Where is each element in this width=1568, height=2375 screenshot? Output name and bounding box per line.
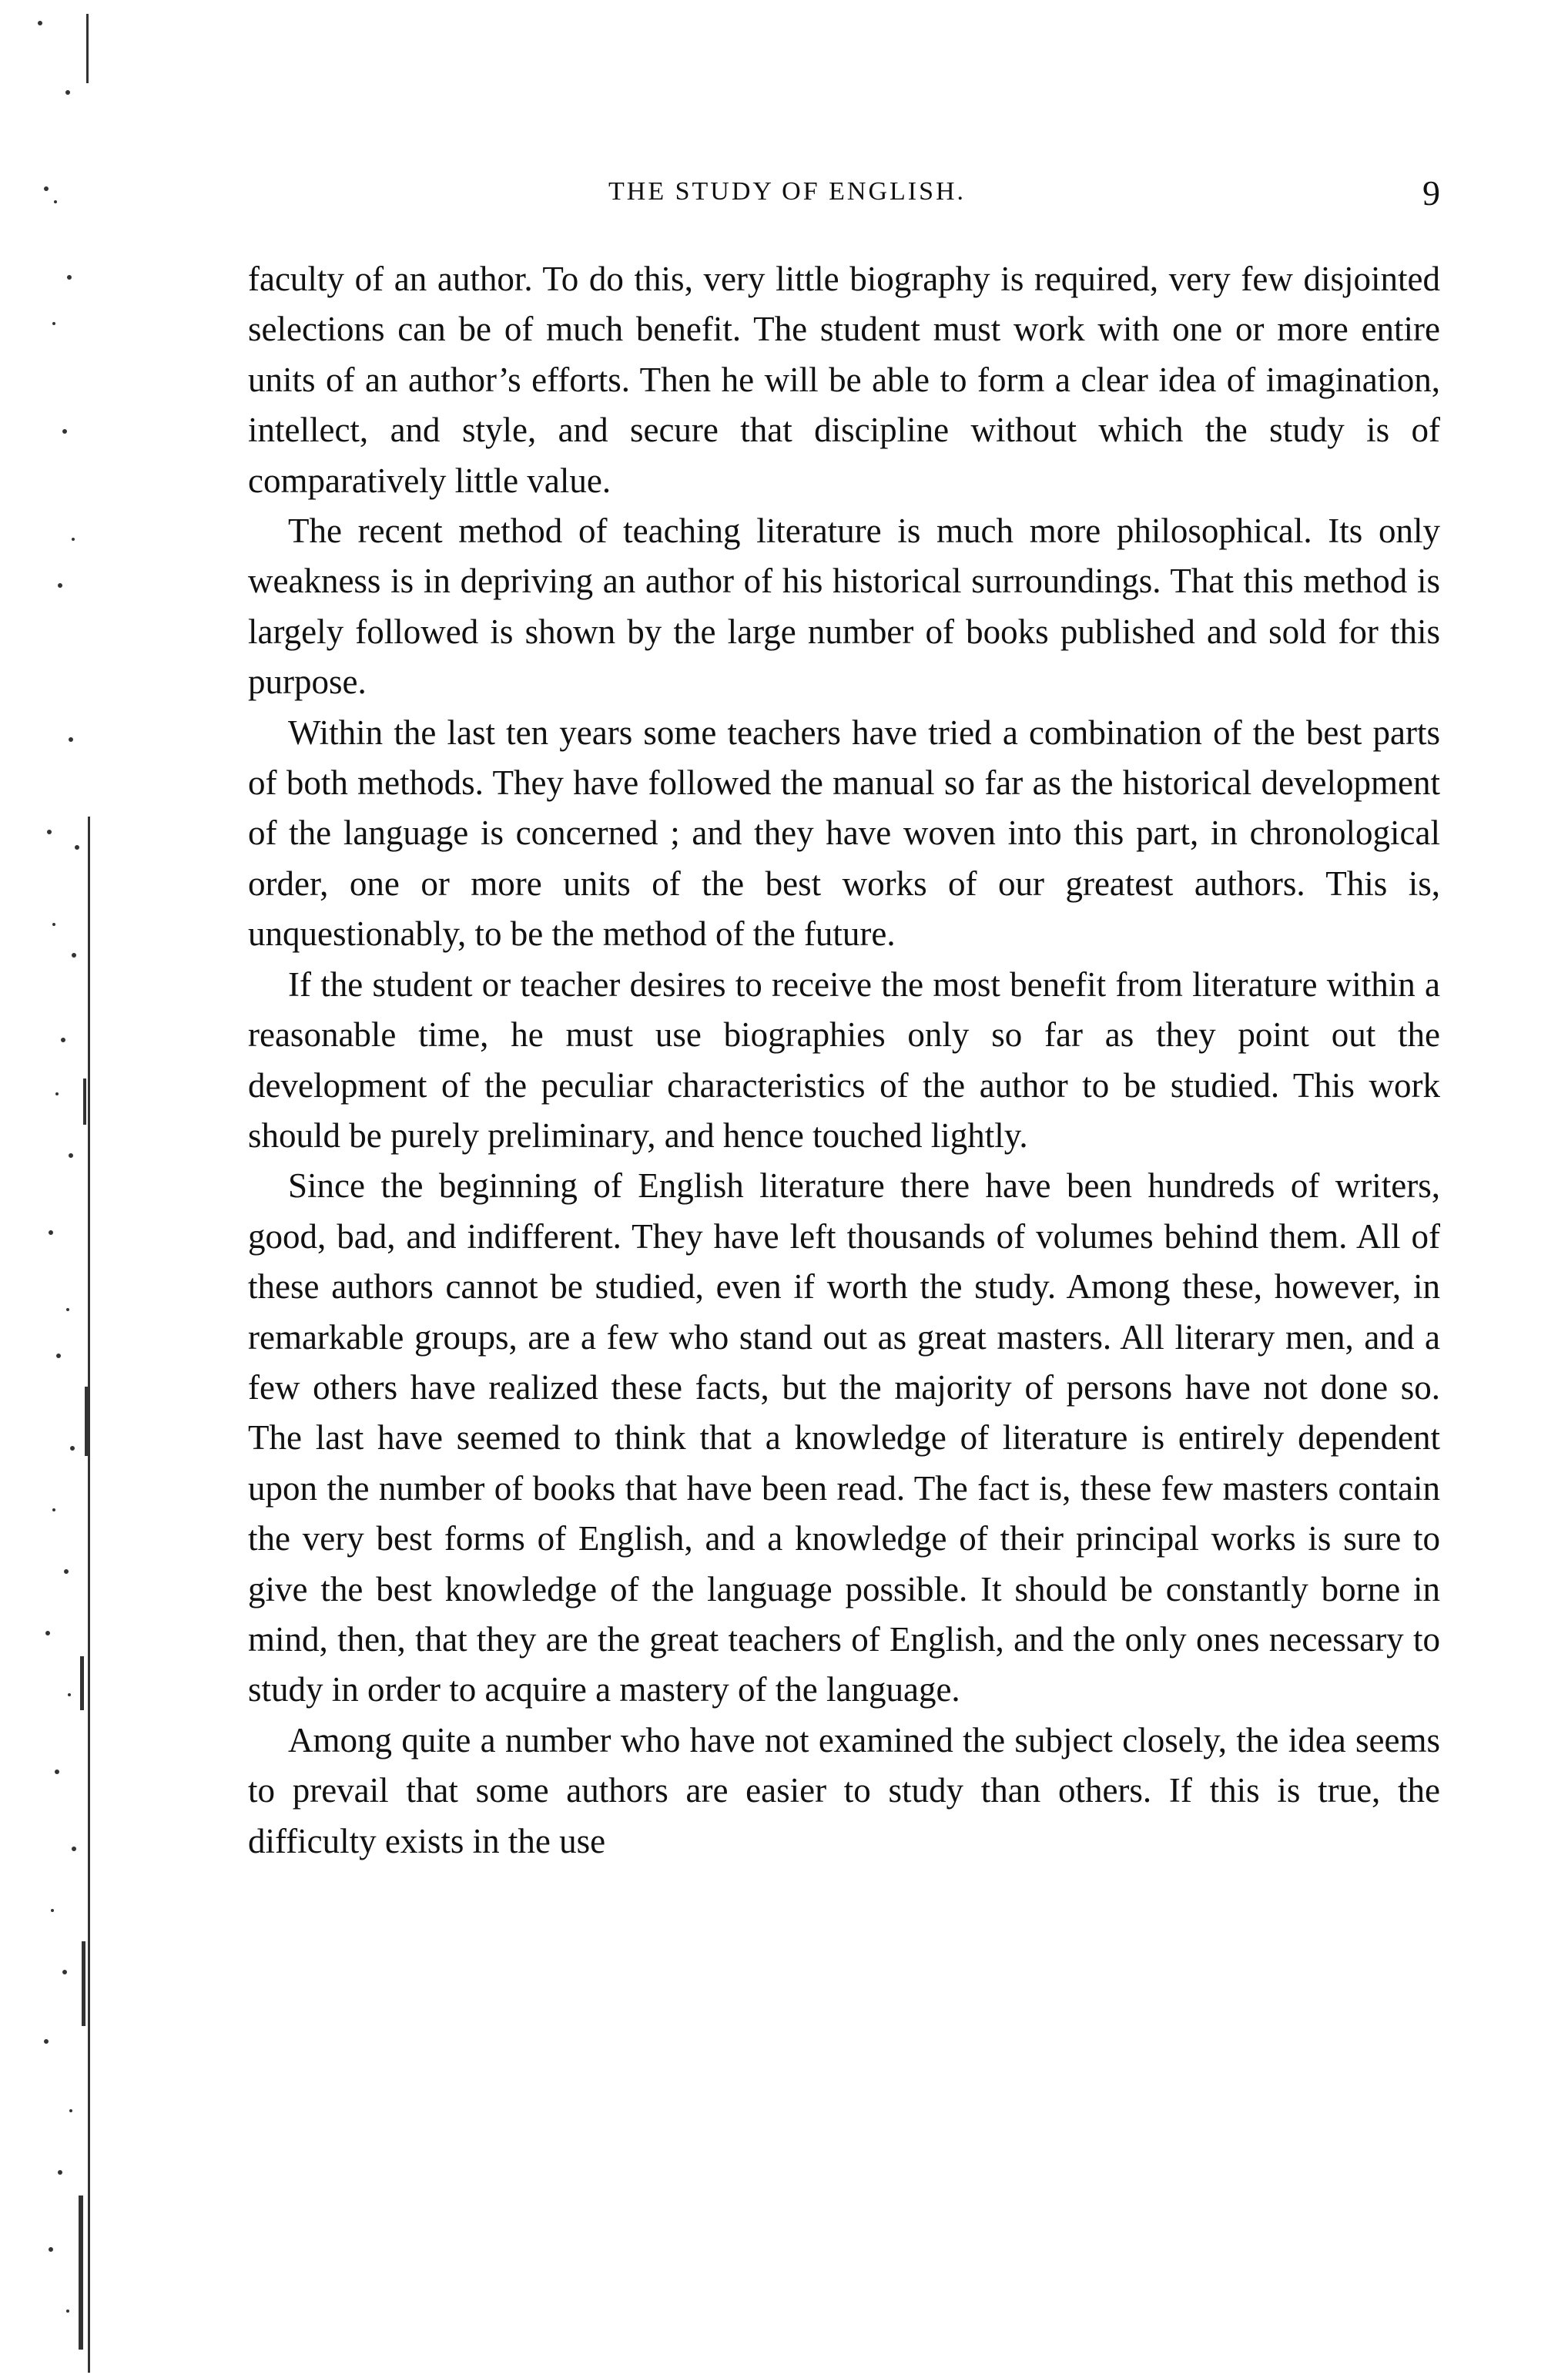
page-header bbox=[246, 173, 1440, 219]
body-text bbox=[248, 254, 1440, 1867]
paragraph: Within the last ten years some teachers have tried a combination of the best parts of both methods. They have followed the manual so far as the historical development of the language is concerned ; and they have woven into this part, in chronological order, one or more units of the best works of our greatest authors. This is, unquestionably, to be the method of the future. bbox=[248, 713, 1440, 954]
running-head: THE STUDY OF ENGLISH. bbox=[608, 177, 967, 206]
page-number: 9 bbox=[1422, 173, 1440, 213]
paragraph: If the student or teacher desires to receive the most benefit from literature within a reasonable time, he must use biographies only so far as they point out the development of the peculiar characteristics of the author to be studied. This work should be purely preliminary, and hence touched lightly. bbox=[248, 964, 1440, 1155]
paragraph: Since the beginning of English literature there have been hundreds of writers, good, bad, and indifferent. They have left thousands of volumes behind them. All of these authors cannot be studied, even if worth the study. Among these, however, in remarkable groups, are a few who stand out as great masters. All literary men, and a few others have realized these facts, but the majority of persons have not done so. The last have seemed to think that a knowledge of literature is entirely dependent upon the number of books that have been read. The fact is, these few masters contain the very best forms of English, and a knowledge of their principal works is sure to give the best knowledge of the language possible. It should be constantly borne in mind, then, that they are the great teachers of English, and the only ones necessary to study in order to acquire a mastery of the language. bbox=[248, 1166, 1440, 1709]
paragraph: The recent method of teaching literature is much more philosophical. Its only weakness is in depriving an author of his historical surroundings. That this method is largely followed is shown by the large number of books published and sold for this purpose. bbox=[248, 512, 1440, 702]
paragraph: Among quite a number who have not examined the subject closely, the idea seems to prevail that some authors are easier to study than others. If this is true, the difficulty exists in the use bbox=[248, 1720, 1440, 1860]
paragraph: faculty of an author. To do this, very little biography is required, very few disjointed selections can be of much benefit. The student must work with one or more entire units of an author’s efforts. Then he will be able to form a clear idea of imagination, intellect, and style, and secure that discipline without which the study is of comparatively little value. bbox=[248, 260, 1440, 500]
binding-edge-marks bbox=[0, 0, 116, 2375]
